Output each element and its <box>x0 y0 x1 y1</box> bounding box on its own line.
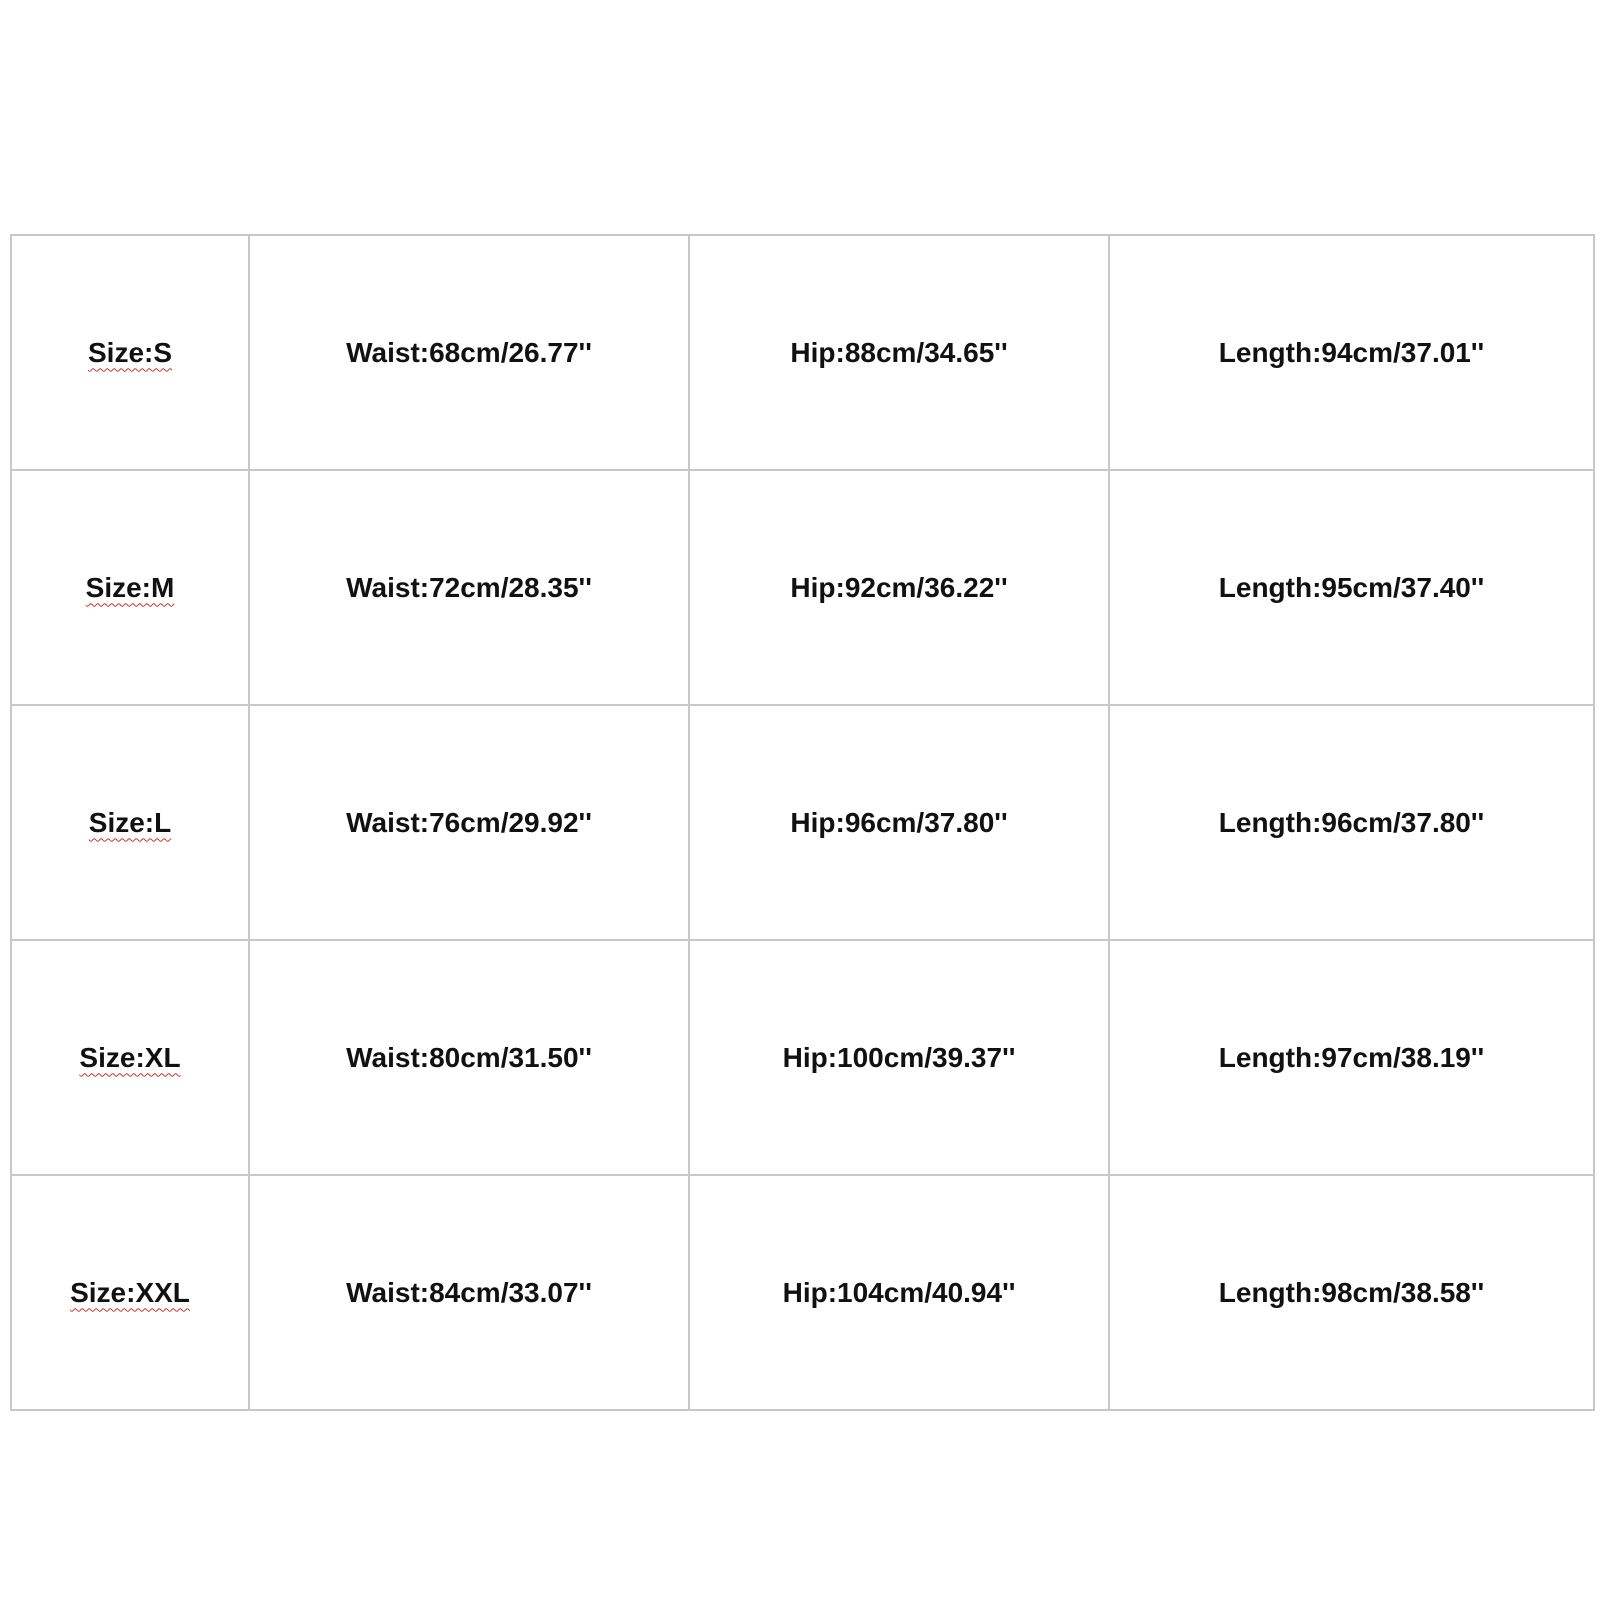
hip-cell: Hip:100cm/39.37'' <box>689 940 1109 1175</box>
table-row <box>11 1175 1594 1410</box>
hip-cell: Hip:92cm/36.22'' <box>689 470 1109 705</box>
length-cell: Length:95cm/37.40'' <box>1109 470 1594 705</box>
waist-cell: Waist:76cm/29.92'' <box>249 705 689 940</box>
size-cell <box>11 470 249 705</box>
hip-cell: Hip:104cm/40.94'' <box>689 1175 1109 1410</box>
size-label: Size:S <box>87 336 173 368</box>
waist-cell: Waist:80cm/31.50'' <box>249 940 689 1175</box>
table-row <box>11 940 1594 1175</box>
table-row <box>11 470 1594 705</box>
size-cell <box>11 940 249 1175</box>
waist-cell: Waist:68cm/26.77'' <box>249 235 689 470</box>
size-chart-table <box>10 234 1595 1411</box>
waist-cell: Waist:84cm/33.07'' <box>249 1175 689 1410</box>
length-cell: Length:98cm/38.58'' <box>1109 1175 1594 1410</box>
waist-cell: Waist:72cm/28.35'' <box>249 470 689 705</box>
size-cell <box>11 705 249 940</box>
size-label: Size:L <box>88 806 172 838</box>
size-label: Size:M <box>85 571 175 603</box>
length-cell: Length:96cm/37.80'' <box>1109 705 1594 940</box>
hip-cell: Hip:96cm/37.80'' <box>689 705 1109 940</box>
hip-cell: Hip:88cm/34.65'' <box>689 235 1109 470</box>
length-cell: Length:94cm/37.01'' <box>1109 235 1594 470</box>
size-cell <box>11 235 249 470</box>
table-row <box>11 705 1594 940</box>
size-label: Size:XXL <box>70 1276 190 1308</box>
table-row <box>11 235 1594 470</box>
size-cell <box>11 1175 249 1410</box>
length-cell: Length:97cm/38.19'' <box>1109 940 1594 1175</box>
size-label: Size:XL <box>79 1041 181 1073</box>
